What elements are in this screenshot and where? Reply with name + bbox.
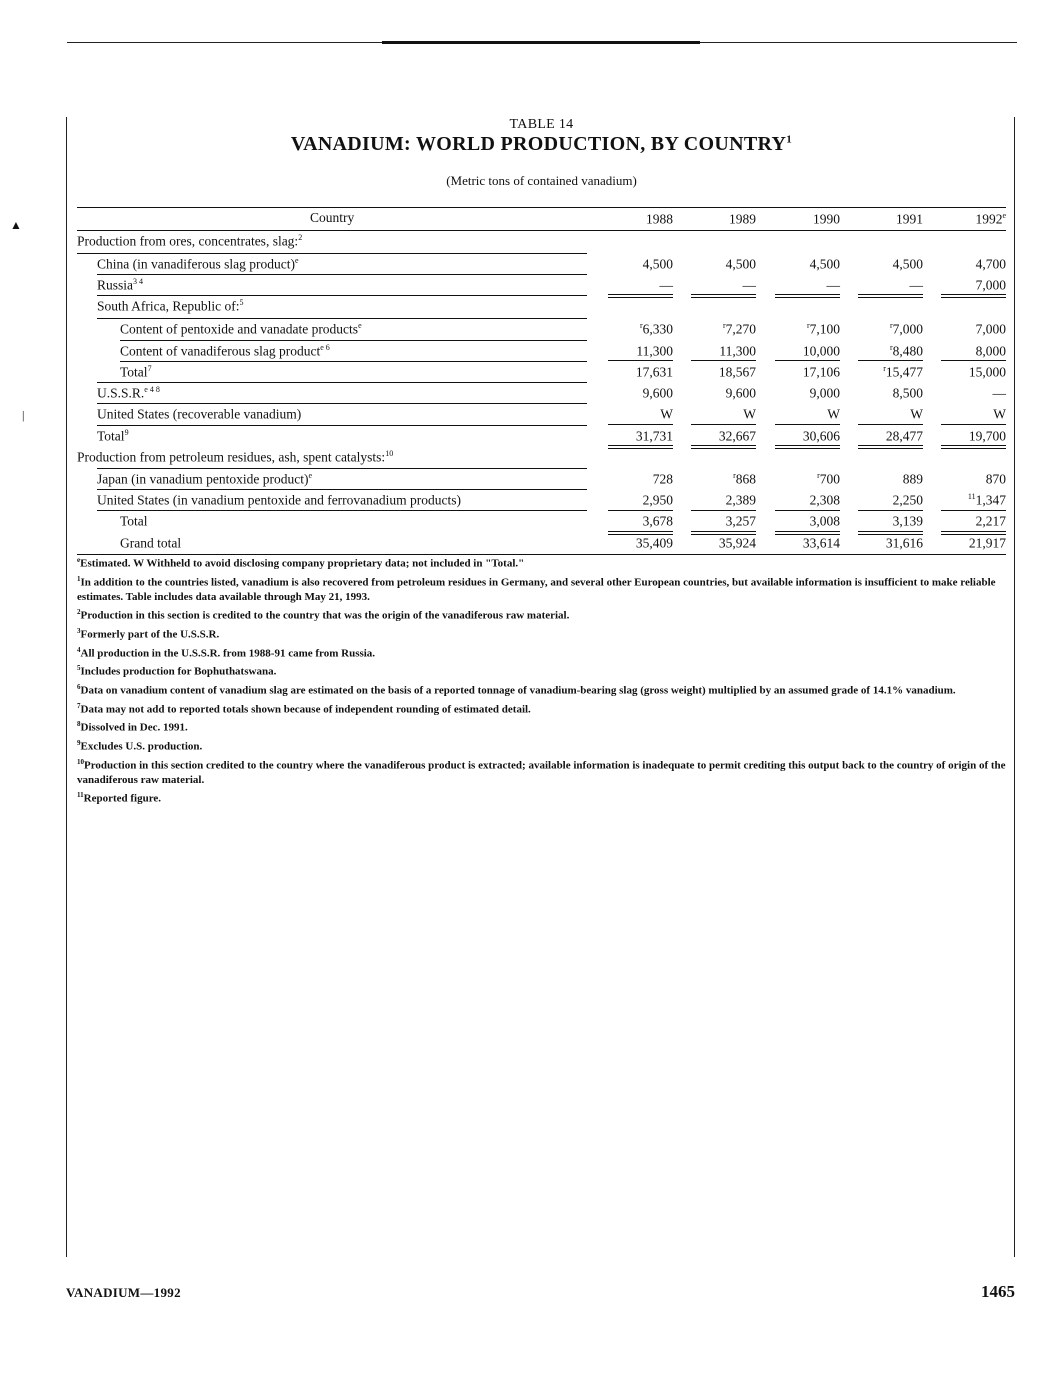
table-cell: 2,389 xyxy=(725,492,756,508)
table-cell: 10,000 xyxy=(802,343,840,359)
table-row xyxy=(77,511,1006,532)
scan-mark: | xyxy=(22,408,25,422)
table-row xyxy=(77,447,1006,468)
table-row xyxy=(77,426,1006,447)
row-rule xyxy=(97,295,587,296)
table-cell: $^r$6,330 xyxy=(639,321,673,337)
row-label: Content of vanadiferous slag product$^{e 6}$ xyxy=(120,343,330,359)
table-cell: $^r$15,477 xyxy=(883,364,923,380)
table-row xyxy=(77,383,1006,404)
table-cell: 18,567 xyxy=(718,364,756,380)
row-label: Japan (in vanadium pentoxide product)$^e$ xyxy=(97,471,313,487)
row-label: United States (in vanadium pentoxide and ferrovanadium products) xyxy=(97,492,462,508)
column-rule xyxy=(941,360,1006,361)
table-cell: $^r$7,100 xyxy=(806,321,840,337)
row-label: Total$^9$ xyxy=(97,428,129,444)
column-rule xyxy=(691,294,756,295)
column-rule xyxy=(858,534,923,535)
row-label: Total$^7$ xyxy=(120,364,152,380)
column-rule xyxy=(691,448,756,449)
column-rule xyxy=(775,510,840,511)
column-rule xyxy=(941,424,1006,425)
table-cell: — xyxy=(909,277,923,293)
row-label: United States (recoverable vanadium) xyxy=(97,406,302,422)
row-label: Production from petroleum residues, ash, spent catalysts:$^{10}$ xyxy=(77,449,394,465)
footer-page-number: 1465 xyxy=(981,1282,1015,1301)
column-rule xyxy=(608,294,673,295)
column-rule xyxy=(941,294,1006,295)
table-row xyxy=(77,404,1006,425)
table-cell: 728 xyxy=(652,471,673,487)
column-rule xyxy=(608,534,673,535)
header-year: 1991 xyxy=(896,211,923,227)
column-rule xyxy=(775,531,840,532)
table-cell: 8,500 xyxy=(892,385,923,401)
table-row xyxy=(77,469,1006,490)
row-label: China (in vanadiferous slag product)$^e$ xyxy=(97,256,299,272)
row-label: South Africa, Republic of:$^5$ xyxy=(97,298,244,314)
header-year: 1989 xyxy=(729,211,756,227)
row-rule xyxy=(97,425,587,426)
table-row xyxy=(77,490,1006,511)
row-rule xyxy=(120,340,587,341)
column-rule xyxy=(691,534,756,535)
table-cell: 31,731 xyxy=(635,428,673,444)
column-rule xyxy=(691,510,756,511)
row-rule xyxy=(97,318,587,319)
table-cell: — xyxy=(742,277,756,293)
table-cell: 11,300 xyxy=(719,343,756,359)
column-rule xyxy=(858,448,923,449)
table-cell: W xyxy=(660,406,673,422)
row-label: Russia$^{3 4}$ xyxy=(97,277,144,293)
table-cell: 4,700 xyxy=(975,256,1006,272)
table-cell: 4,500 xyxy=(809,256,840,272)
column-rule xyxy=(608,531,673,532)
table-row xyxy=(77,296,1006,317)
table-cell: 9,000 xyxy=(809,385,840,401)
column-rule xyxy=(941,297,1006,298)
row-label: Total xyxy=(120,513,148,529)
column-rule xyxy=(608,360,673,361)
table-cell: 3,678 xyxy=(642,513,673,529)
table-cell: 4,500 xyxy=(725,256,756,272)
table-row xyxy=(77,362,1006,383)
footnote: $^8$Dissolved in Dec. 1991. xyxy=(77,720,188,734)
table-cell: $^r$868 xyxy=(733,471,756,487)
table-cell: 3,008 xyxy=(809,513,840,529)
table-cell: 21,917 xyxy=(968,535,1006,551)
column-rule xyxy=(941,510,1006,511)
footnote: $^5$Includes production for Bophuthatswana. xyxy=(77,664,277,678)
right-margin-rule xyxy=(1014,117,1015,1257)
footnote: $^7$Data may not add to reported totals shown because of independent rounding of estimated detail. xyxy=(77,701,531,716)
row-label: Grand total xyxy=(120,535,182,551)
column-rule xyxy=(608,510,673,511)
footnotes xyxy=(77,553,1006,807)
table-cell: 8,000 xyxy=(975,343,1006,359)
table-title-footnote: 1 xyxy=(786,133,793,146)
table-cell: 17,106 xyxy=(802,364,840,380)
table-cell: $^r$700 xyxy=(817,471,840,487)
table-cell: 31,616 xyxy=(885,535,923,551)
table-row xyxy=(77,533,1006,554)
table-cell: 19,700 xyxy=(968,428,1006,444)
header-year: 1992e xyxy=(975,211,1006,227)
table-cell: — xyxy=(659,277,673,293)
table-cell: 2,250 xyxy=(892,492,923,508)
column-rule xyxy=(691,424,756,425)
table-row xyxy=(77,341,1006,362)
footnote: $^4$All production in the U.S.S.R. from 1988-91 came from Russia. xyxy=(77,645,376,660)
column-rule xyxy=(691,445,756,446)
column-rule xyxy=(858,294,923,295)
table-title-text: VANADIUM: WORLD PRODUCTION, BY COUNTRY xyxy=(290,133,787,155)
column-rule xyxy=(775,448,840,449)
row-rule xyxy=(97,403,587,404)
table-cell: 15,000 xyxy=(968,364,1006,380)
table-cell: 889 xyxy=(902,471,923,487)
table-cell: — xyxy=(992,385,1006,401)
row-rule xyxy=(120,361,587,362)
footnote: $^1$In addition to the countries listed, vanadium is also recovered from petroleum residues in Germany, and several other European countries, but available information is insufficient to make reliable estimates. Table includes data available through May 21, 1993. xyxy=(77,574,996,604)
row-rule xyxy=(97,382,587,383)
table-row xyxy=(77,275,1006,296)
column-rule xyxy=(691,297,756,298)
table-cell: 35,409 xyxy=(635,535,673,551)
table-row xyxy=(77,319,1006,340)
column-rule xyxy=(608,424,673,425)
row-rule xyxy=(97,489,587,490)
footnote: $^6$Data on vanadium content of vanadium slag are estimated on the basis of a reported tonnage of vanadium-bearing slag (gross weight) multiplied by an assumed grade of 14.1% vanadium. xyxy=(77,682,956,697)
column-rule xyxy=(691,360,756,361)
column-rule xyxy=(608,297,673,298)
table-cell: 2,308 xyxy=(809,492,840,508)
column-rule xyxy=(775,445,840,446)
table-cell: W xyxy=(993,406,1006,422)
top-rule-accent xyxy=(382,41,700,44)
table-cell: 9,600 xyxy=(642,385,673,401)
column-rule xyxy=(858,424,923,425)
table-cell: $^r$7,270 xyxy=(722,321,756,337)
footnote: $^9$Excludes U.S. production. xyxy=(77,738,203,753)
table-cell: 2,217 xyxy=(975,513,1006,529)
column-rule xyxy=(775,360,840,361)
row-rule xyxy=(97,274,587,275)
left-margin-rule xyxy=(66,117,67,1257)
column-rule xyxy=(941,531,1006,532)
table-cell: 3,257 xyxy=(725,513,756,529)
footnote: $^2$Production in this section is credited to the country that was the origin of the vanadiferous raw material. xyxy=(77,608,570,622)
column-rule xyxy=(858,510,923,511)
table-cell: $^r$7,000 xyxy=(889,321,923,337)
table-cell: W xyxy=(827,406,840,422)
table-title xyxy=(0,133,1053,156)
table-cell: $^{11}$1,347 xyxy=(967,492,1006,508)
table-cell: W xyxy=(910,406,923,422)
table-number: TABLE 14 xyxy=(509,117,574,132)
table-cell: 4,500 xyxy=(642,256,673,272)
column-rule xyxy=(775,294,840,295)
table-cell: 9,600 xyxy=(725,385,756,401)
table-cell: W xyxy=(743,406,756,422)
table-row xyxy=(77,254,1006,275)
table-cell: 33,614 xyxy=(802,535,840,551)
table-cell: 28,477 xyxy=(885,428,923,444)
column-rule xyxy=(941,534,1006,535)
column-rule xyxy=(775,534,840,535)
footer-running-title: VANADIUM—1992 xyxy=(66,1285,181,1300)
footnote: $^3$Formerly part of the U.S.S.R. xyxy=(77,626,220,641)
column-rule xyxy=(858,531,923,532)
column-rule xyxy=(608,448,673,449)
column-rule xyxy=(608,445,673,446)
header-year: 1988 xyxy=(646,211,673,227)
table-cell: — xyxy=(826,277,840,293)
row-rule xyxy=(97,468,587,469)
table-subtitle: (Metric tons of contained vanadium) xyxy=(446,173,637,188)
scan-mark: ▲ xyxy=(10,218,22,232)
column-rule xyxy=(775,297,840,298)
table-row xyxy=(77,231,1006,252)
table-cell: 35,924 xyxy=(718,535,756,551)
row-label: U.S.S.R.$^{e 4 8}$ xyxy=(97,385,160,401)
row-label: Content of pentoxide and vanadate products$^e$ xyxy=(120,321,362,337)
header-row xyxy=(77,208,1006,229)
header-year: 1990 xyxy=(813,211,840,227)
table-cell: 11,300 xyxy=(636,343,673,359)
footnote: $^{11}$Reported figure. xyxy=(77,791,162,805)
table-cell: $^r$8,480 xyxy=(889,343,923,359)
column-rule xyxy=(941,448,1006,449)
table-cell: 30,606 xyxy=(802,428,840,444)
table-cell: 4,500 xyxy=(892,256,923,272)
column-rule xyxy=(941,445,1006,446)
footnote: $^e$Estimated. W Withheld to avoid disclosing company proprietary data; not included in "Total." xyxy=(77,556,525,570)
column-rule xyxy=(858,360,923,361)
row-label: Production from ores, concentrates, slag:$^2$ xyxy=(77,233,303,249)
column-rule xyxy=(858,445,923,446)
column-rule xyxy=(775,424,840,425)
header-country: Country xyxy=(310,210,355,225)
table-cell: 7,000 xyxy=(975,321,1006,337)
row-rule xyxy=(77,253,587,254)
table-cell: 32,667 xyxy=(718,428,756,444)
table-cell: 2,950 xyxy=(642,492,673,508)
footnote: $^{10}$Production in this section credited to the country where the vanadiferous product is extracted; available information is inadequate to permit crediting this output back to the country of origin of the vanadiferous raw material. xyxy=(77,757,1006,787)
row-rule xyxy=(97,510,587,511)
column-rule xyxy=(858,297,923,298)
table-cell: 17,631 xyxy=(635,364,673,380)
table-cell: 3,139 xyxy=(892,513,923,529)
table-cell: 870 xyxy=(985,471,1006,487)
column-rule xyxy=(691,531,756,532)
table-cell: 7,000 xyxy=(975,277,1006,293)
